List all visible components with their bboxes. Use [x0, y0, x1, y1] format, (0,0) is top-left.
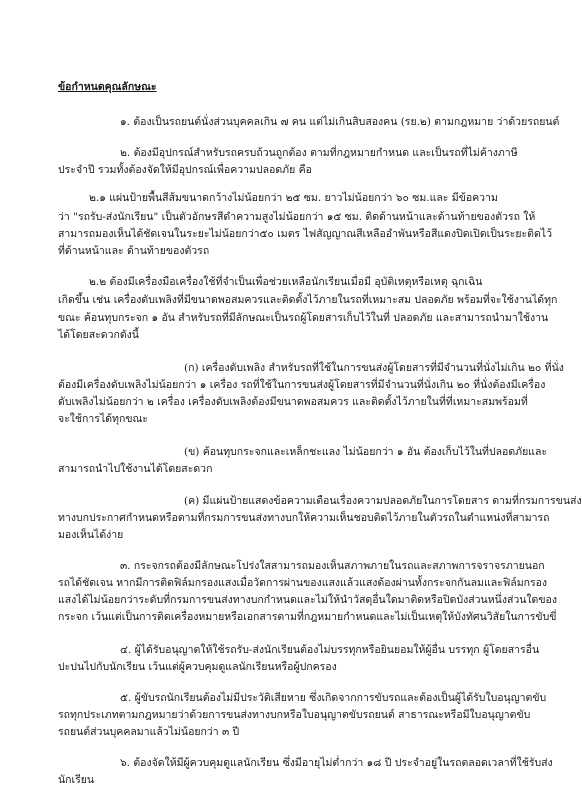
paragraph-line: รถทุกประเภทตามกฎหมายว่าด้วยการขนส่งทางบกหรือใบอนุญาตขับรถยนต์ สาธารณะหรือมีใบอนุญาตขับ: [58, 709, 531, 721]
paragraph-line: รถได้ชัดเจน หากมีการติดฟิล์มกรองแสงเมื่อวัดการผ่านของแสงแล้วแสงต้องผ่านทั้งกระจกกันลมและฟิล์มกรอง: [58, 577, 548, 589]
paragraph-line: ว่า "รถรับ-ส่งนักเรียน" เป็นตัวอักษรสีดำความสูงไม่น้อยกว่า ๑๕ ซม. ติดด้านหน้าและด้านท้ายของตัวรถ ให้: [58, 211, 536, 223]
paragraph-line: มองเห็นได้ง่าย: [58, 529, 124, 541]
paragraph-line: ๖. ต้องจัดให้มีผู้ควบคุมดูแลนักเรียน ซึ่งมีอายุไม่ต่ำกว่า ๑๘ ปี ประจำอยู่ในรถตลอดเวลาที่ใช้รับส่ง: [120, 757, 553, 769]
paragraph-line: จะใช้การได้ทุกขณะ: [58, 413, 148, 425]
paragraph-line: ที่ด้านหน้าและ ด้านท้ายของตัวรถ: [58, 245, 210, 257]
paragraph-line: ดับเพลิงไม่น้อยกว่า ๒ เครื่อง เครื่องดับเพลิงต้องมีขนาดพอสมควร และติดตั้งไว้ภายในที่ที่เหมาะสมพร้อมที่: [58, 396, 528, 408]
paragraph-line: เกิดขึ้น เช่น เครื่องดับเพลิงที่มีขนาดพอสมควรและติดตั้งไว้ภายในรถที่เหมาะสม ปลอดภัย พร้อมที่จะใช้งานได้ทุก: [58, 294, 558, 306]
paragraph-line: กระจก เว้นแต่เป็นการติดเครื่องหมายหรือเอกสารตามที่กฎหมายกำหนดและไม่เป็นเหตุให้บังทัศนวิสัยในการขับขี่: [58, 611, 557, 623]
paragraph-line: (ข) ค้อนทุบกระจกและเหล็กชะแลง ไม่น้อยกว่า ๑ อัน ต้องเก็บไว้ในที่ปลอดภัยและ: [184, 446, 548, 458]
paragraph-line: สามารถมองเห็นได้ชัดเจนในระยะไม่น้อยกว่า๕๐ เมตร ไฟสัญญาณสีเหลืออำพันหรือสีแดงปิดเปิดเป็นระยะติดไว้: [58, 228, 552, 240]
paragraph-line: ๓. กระจกรถต้องมีลักษณะโปร่งใสสามารถมองเห็นสภาพภายในรถและสภาพการจราจรภายนอก: [120, 560, 545, 572]
paragraph-line: ๑. ต้องเป็นรถยนต์นั่งส่วนบุคคลเกิน ๗ คน แต่ไม่เกินสิบสองคน (รย.๒) ตามกฎหมาย ว่าด้วยรถยนต์: [120, 116, 560, 128]
paragraph-line: รถยนต์ส่วนบุคคลมาแล้วไม่น้อยกว่า ๓ ปี: [58, 726, 240, 738]
paragraph-line: ประจำปี รวมทั้งต้องจัดให้มีอุปกรณ์เพื่อความปลอดภัย คือ: [58, 164, 312, 176]
paragraph-line: ปะปนไปกับนักเรียน เว้นแต่ผู้ควบคุมดูแลนักเรียนหรือผู้ปกครอง: [58, 661, 337, 673]
paragraph-line: ทางบกประกาศกำหนดหรือตามที่กรมการขนส่งทางบกให้ความเห็นชอบติดไว้ภายในตัวรถในตำแหน่งที่สามารถ: [58, 512, 550, 524]
paragraph-line: ได้โดยสะดวกดังนี้: [58, 329, 139, 341]
section-heading: ข้อกำหนดคุณลักษณะ: [58, 81, 157, 93]
paragraph-line: (ค) มีแผ่นป้ายแสดงข้อความเตือนเรื่องความปลอดภัยในการโดยสาร ตามที่กรมการขนส่ง: [184, 495, 582, 507]
paragraph-line: สามารถนำไปใช้งานได้โดยสะดวก: [58, 463, 213, 475]
paragraph-line: ต้องมีเครื่องดับเพลิงไม่น้อยกว่า ๑ เครื่อง รถที่ใช้ในการขนส่งผู้โดยสารที่มีจำนวนที่นั่งเกิน ๒๐ ที่นั่งต้องมีเครื่อง: [58, 379, 546, 391]
paragraph-line: นักเรียน: [58, 774, 95, 786]
paragraph-line: ๒. ต้องมีอุปกรณ์สำหรับรถครบถ้วนถูกต้อง ตามที่กฎหมายกำหนด และเป็นรถที่ไม่ค้างภาษี: [120, 147, 518, 159]
paragraph-line: ๒.๑ แผ่นป้ายพื้นสีส้มขนาดกว้างไม่น้อยกว่า ๒๕ ซม. ยาวไม่น้อยกว่า ๖๐ ซม.และ มีข้อความ: [89, 192, 498, 204]
paragraph-line: ขณะ ค้อนทุบกระจก ๑ อัน สำหรับรถที่มีลักษณะเป็นรถผู้โดยสารเก็บไว้ในที่ ปลอดภัย และสามารถนำมาใช้งาน: [58, 312, 549, 324]
paragraph-line: ๕. ผู้ขับรถนักเรียนต้องไม่มีประวัติเสียหาย ซึ่งเกิดจากการขับรถและต้องเป็นผู้ได้รับใบอนุญาตขับ: [120, 692, 547, 704]
paragraph-line: ๔. ผู้ได้รับอนุญาตให้ใช้รถรับ-ส่งนักเรียนต้องไม่บรรทุกหรือยินยอมให้ผู้อื่น บรรทุก ผู้โดยสารอื่น: [120, 644, 540, 656]
paragraph-line: (ก) เครื่องดับเพลิง สำหรับรถที่ใช้ในการขนส่งผู้โดยสารที่มีจำนวนที่นั่งไม่เกิน ๒๐ ที่นั่ง: [184, 362, 564, 374]
paragraph-line: แสงได้ไม่น้อยกว่าระดับที่กรมการขนส่งทางบกกำหนดและไม่ให้นำวัสดุอื่นใดมาติดหรือปิดบังส่วนหนึ่งส่วนใดของ: [58, 594, 557, 606]
paragraph-line: ๒.๒ ต้องมีเครื่องมือเครื่องใช้ที่จำเป็นเพื่อช่วยเหลือนักเรียนเมื่อมี อุบัติเหตุหรือเหตุ ฉุกเฉิน: [89, 276, 483, 288]
